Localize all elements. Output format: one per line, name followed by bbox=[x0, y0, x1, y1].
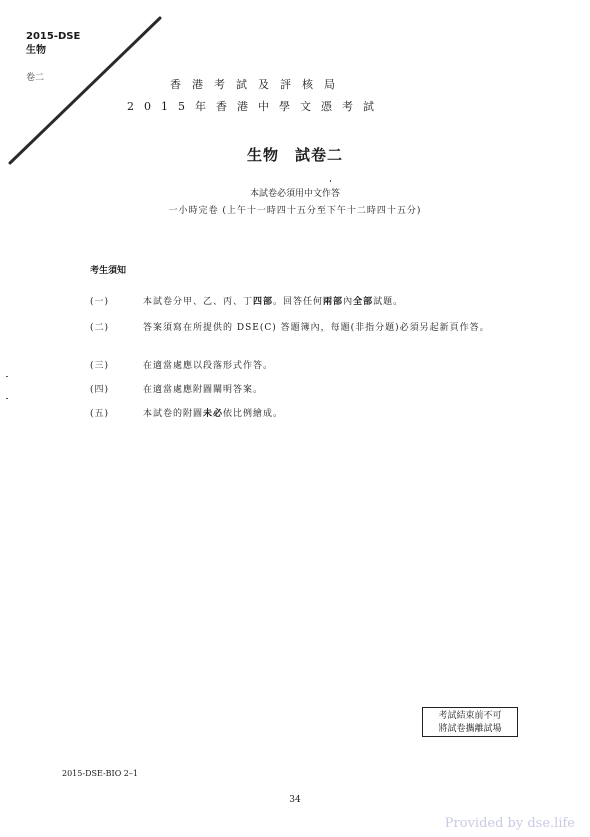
language-note: 本試卷必須用中文作答 bbox=[249, 189, 340, 199]
scan-speck bbox=[330, 180, 331, 182]
text-part: 。回答任何 bbox=[273, 297, 324, 307]
corner-header bbox=[26, 30, 80, 58]
instruction-number: (四) bbox=[90, 385, 110, 395]
text-part: 內 bbox=[343, 297, 354, 307]
instruction-text bbox=[143, 407, 523, 421]
authority-name: 香港考試及評核局 bbox=[170, 78, 346, 91]
notice-line: 考試結束前不可 bbox=[438, 711, 502, 721]
paper-code: 2015-DSE-BIO 2–1 bbox=[62, 769, 138, 778]
exam-code: 2015-DSE bbox=[26, 31, 81, 42]
text-part: 本試卷的附圖 bbox=[143, 409, 204, 419]
watermark-provided: Provided by dse.life bbox=[444, 816, 575, 831]
page-number: 34 bbox=[289, 795, 301, 805]
bold-part: 全部 bbox=[353, 297, 374, 307]
instruction-text bbox=[143, 295, 523, 309]
bold-part: 未必 bbox=[203, 409, 224, 419]
scan-speck bbox=[6, 376, 8, 377]
instruction-number: (三) bbox=[90, 361, 110, 371]
instruction-text: 答案須寫在所提供的 DSE(C) 答題簿內，每題(非指分題)必須另起新頁作答。 bbox=[143, 323, 490, 333]
text-part: 依比例繪成。 bbox=[223, 409, 284, 419]
duration-note: 一小時完卷 (上午十一時四十五分至下午十二時四十五分) bbox=[168, 206, 422, 216]
instruction-text: 在適當處應附圖闡明答案。 bbox=[143, 385, 264, 395]
instruction-text: 在適當處應以段落形式作答。 bbox=[143, 361, 274, 371]
instructions-heading: 考生須知 bbox=[90, 266, 127, 276]
instruction-number: (一) bbox=[90, 297, 110, 307]
bold-part: 兩部 bbox=[323, 297, 344, 307]
subject: 生物 bbox=[26, 45, 46, 56]
bold-part: 四部 bbox=[253, 297, 274, 307]
exam-name: 2015年香港中學文憑考試 bbox=[127, 100, 384, 113]
text-part: 試題。 bbox=[373, 297, 404, 307]
paper-label: 卷二 bbox=[26, 73, 45, 83]
page-title: 生物 試卷二 bbox=[246, 146, 343, 164]
scan-speck bbox=[6, 398, 8, 399]
notice-box bbox=[422, 707, 518, 737]
instruction-number: (五) bbox=[90, 409, 110, 419]
instruction-number: (二) bbox=[90, 323, 110, 333]
notice-line: 將試卷攜離試場 bbox=[438, 724, 502, 734]
text-part: 本試卷分甲、乙、丙、丁 bbox=[143, 297, 254, 307]
